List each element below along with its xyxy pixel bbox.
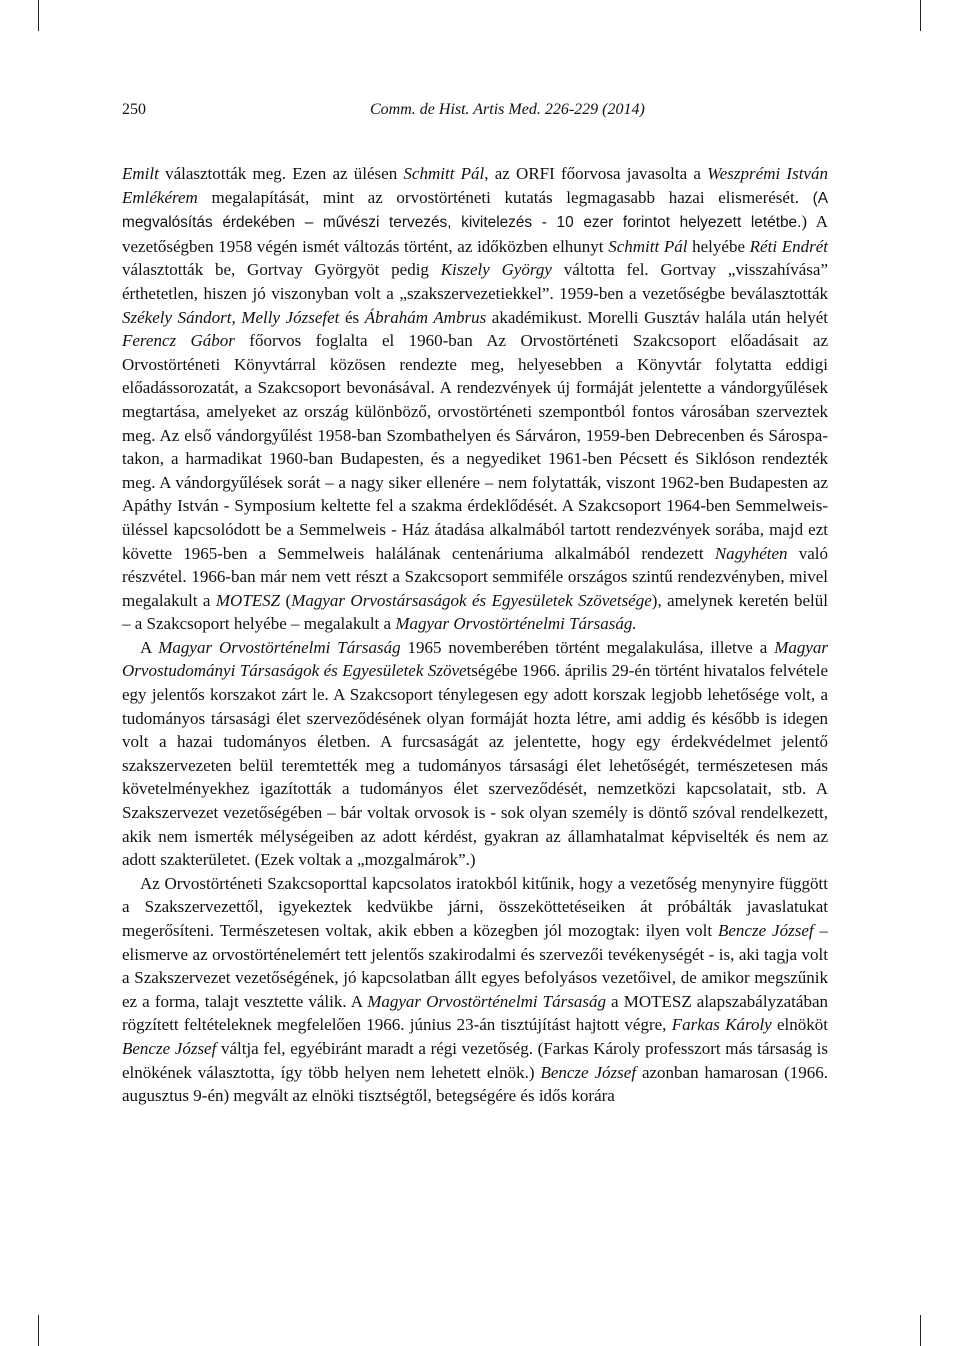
italic-run: Székely Sándort, Melly Józsefet — [122, 307, 340, 327]
italic-run: Emilt — [122, 164, 159, 183]
italic-run: Kiszely György — [440, 260, 552, 280]
italic-run: Weszprémi István Emlékérem — [122, 164, 828, 207]
paragraph — [122, 636, 828, 872]
text-run: választották be, Gortvay Györgyöt pedig — [122, 260, 441, 280]
text-run: és — [339, 307, 365, 327]
text-run: megalapítását, mint az orvostörténeti kutatás legmagasabb hazai elismerését. — [197, 187, 813, 207]
paragraph — [122, 872, 828, 1108]
text-run: a MOTESZ alapszabályzatában rögzített feltételeknek megfelelően 1966. június 23-án tisztújítást hajtott végre, — [122, 991, 828, 1035]
text-run: Az Orvostörténeti Szakcsoporttal kapcsolatos iratokból kitűnik, hogy a vezetőség menynyire függött a Szakszervezettől, igyekeztek kedvükbe járni, összeköttetéseiken át próbálták javaslatukat megerősíteni. Természetesen voltak, akik ebben a közegben jól mozogtak: ilyen volt — [122, 873, 828, 940]
text-run: akadémikust. Morelli Gusztáv halála után helyét — [486, 307, 828, 327]
italic-run: MOTESZ — [215, 590, 281, 610]
text-run: ) A vezetőségben 1958 végén ismét változás történt, az időközben elhunyt — [122, 212, 829, 256]
text-run: elnököt — [771, 1015, 828, 1035]
text-run: , az ORFI főorvosa javasolta a — [484, 164, 708, 183]
text-run: ( — [280, 590, 292, 610]
text-run: helyébe — [687, 236, 750, 256]
sans-run: (A megvalósítás érdekében – művészi tervezés, kivitelezés - 10 ezer forintot helyezett letétbe. — [122, 189, 828, 232]
italic-run: Schmitt Pál — [608, 236, 688, 256]
italic-run: Magyar Orvostörténelmi Társaság — [158, 637, 401, 657]
crop-mark-bottom-left — [38, 1315, 39, 1346]
article-body — [122, 162, 828, 1108]
italic-run: Magyar Orvostudományi Társaságok és Egyesületek Szöve — [122, 637, 829, 681]
text-run: való részvétel. 1966-ban már nem vett részt a Szakcsoport semmiféle országos szintű rendezvényben, mivel megalakult a — [122, 543, 828, 610]
text-run: ), amelynek keretén belül – a Szakcsoport helyébe – megalakult a — [122, 590, 828, 634]
italic-run: Bencze József — [540, 1062, 637, 1082]
italic-run: Magyar Orvostársaságok és Egyesületek Szövetsége — [291, 590, 652, 610]
italic-run: Farkas Károly — [671, 1015, 772, 1035]
italic-run: Magyar Orvostörténelmi Társaság — [367, 991, 606, 1011]
italic-run: Nagyhéten — [714, 543, 788, 563]
text-run: 1965 novemberében történt megalakulása, illetve a — [400, 637, 775, 657]
text-run: főorvos foglalta el 1960-ban Az Orvostörténeti Szakcsoport előadásait az Orvostörténeti Könyvtárral közösen rendezte meg, helyesebben a Könyvtár folytatta eddigi előadássorozatát, a Szakcsoport bevonásával. A rendezvények új formáját jelentette a vándorgyűlések megtartása, amelyeket az ország különböző, orvostörténeti szempontból fontos városában szerveztek meg. Az első vándorgyűlést 1958-ban Szombathelyen és Sárváron, 1959-ben Debrecenben és Sárospatakon, a harmadikat 1960-ban Budapesten, és a negyediket 1961-ben Pécsett és Siklóson rendezték meg. A vándorgyűlések sorát – a nagy siker ellenére – nem folytatták, viszont 1962-ben Budapesten az Apáthy István - Symposium keltette fel a szakma érdeklődését. A Szakcsoport 1964-ben Semmelweis-üléssel kapcsolódott be a Semmelweis - Ház átadása alkalmából tartott rendezvények sorába, majd ezt követte 1965-ben a Semmelweis halálának centenáriuma alkalmából rendezett — [122, 331, 828, 563]
text-run: azonban hamarosan (1966. augusztus 9-én) megvált az elnöki tisztségtől, betegségére és idős korára — [122, 1062, 829, 1106]
paragraph — [122, 162, 828, 636]
text-run: A — [140, 637, 159, 657]
italic-run: Schmitt Pál — [403, 164, 485, 183]
italic-run: Bencze József — [718, 921, 814, 940]
italic-run: Bencze József — [122, 1038, 217, 1058]
crop-mark-top-right — [920, 0, 921, 31]
crop-mark-top-left — [38, 0, 39, 31]
italic-run: Réti Endrét — [749, 236, 828, 256]
italic-run: Magyar Orvostörténelmi Társaság. — [395, 614, 637, 634]
text-run: váltja fel, egyébiránt maradt a régi vezetőség. (Farkas Károly professzort más társaság is elnökének választotta, így több helyen nem lehetett elnök.) — [122, 1038, 828, 1082]
crop-mark-bottom-right — [920, 1315, 921, 1346]
text-run: tségébe 1966. április 29-én történt hivatalos felvétele egy jelentős korszakot zárt le. A Szakcsoport ténylegesen egy adott korszak legjobb lehetősége volt, a tudományos társasági élet szerveződésének olyan formáját hozta létre, ami addig és később is idegen volt a hazai tudományos életben. A furcsaságát az jelentette, hogy egy érdekvédelmet jelentő szakszervezeten belül teremtették meg a tudományos társasági élet lehetőségét, természetesen más követelményekhez igazították a tudományos élet szerveződését, nemzetközi kapcsolatait, stb. A Szakszervezet vezetőségében – bár voltak orvosok is - sok olyan személy is döntő szóval rendelkezett, akik nem ismerték mélységeiben az adott kérdést, gyakran az államhatalmat képviselték és nem az adott szakterületet. (Ezek voltak a „mozgalmárok”.) — [122, 661, 829, 870]
text-run: váltotta fel. Gortvay „visszahívása” érthetetlen, hiszen jó viszonyban volt a „szakszervezetiekkel”. 1959-ben a vezetőségbe beválasztották — [122, 260, 828, 303]
page-number: 250 — [122, 101, 146, 118]
text-run: – elismerve az orvostörténelemért tett jelentős szakirodalmi és szervezői tevékenységét - is, aki tagja volt a Szakszervezet vezetőségének, jó kapcsolatban állt egyes befolyásos vezetőivel, de amikor megszűnik ez a forma, talajt vesztette válik. A — [122, 921, 829, 1011]
journal-citation: Comm. de Hist. Artis Med. 226-229 (2014) — [370, 101, 645, 118]
italic-run: Ferencz Gábor — [122, 331, 235, 351]
text-run: választották meg. Ezen az ülésen — [158, 164, 404, 183]
italic-run: Ábrahám Ambrus — [364, 307, 487, 327]
